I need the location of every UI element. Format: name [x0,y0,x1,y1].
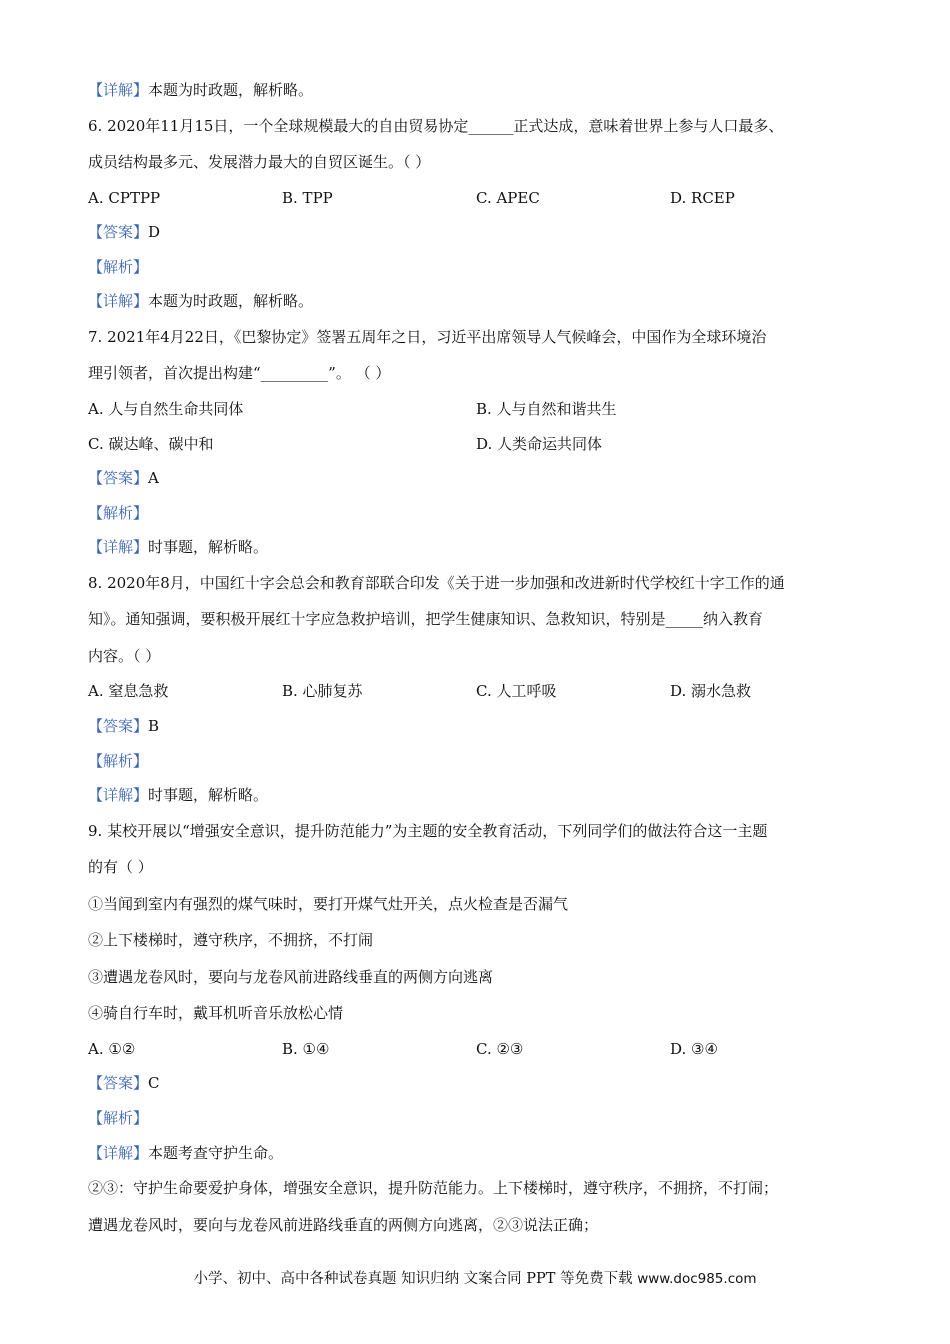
options-row [88,674,868,709]
question-stem-line: 6. 2020年11月15日，一个全球规模最大的自由贸易协定______正式达成，意味着世界上参与人口最多、 [88,116,784,135]
option-d: D. ③④ [670,1039,718,1058]
answer-tag: 【答案】 [88,223,149,242]
option-c: C. 人工呼吸 [476,682,557,701]
detail-text: 本题为时政题，解析略。 [148,81,314,99]
option-d: D. RCEP [670,188,735,207]
option-a: A. CPTPP [88,188,161,207]
options-row [88,181,868,216]
detail-line [88,73,868,108]
option-b: B. TPP [282,188,333,207]
analysis-line [88,250,868,285]
answer-text: B [148,717,160,736]
question-stem-line: ③遭遇龙卷风时，要向与龙卷风前进路线垂直的两侧方向逃离 [88,967,494,986]
option-d: D. 溺水急救 [670,682,752,701]
detail-tag: 【详解】 [88,292,149,311]
detail-tag: 【详解】 [88,538,149,557]
option-a: A. ①② [88,1039,136,1058]
answer-line [88,709,868,744]
option-a: A. 窒息急救 [88,682,169,701]
footer-text: 小学、初中、高中各种试卷真题 知识归纳 文案合同 PPT 等免费下载 [193,1271,633,1287]
answer-tag: 【答案】 [88,1074,149,1093]
question-stem-line: 内容。（ ） [88,646,161,665]
analysis-tag: 【解析】 [88,257,149,276]
detail-text: 本题考查守护生命。 [148,1143,284,1162]
question-stem-line: ②上下楼梯时，遵守秩序，不拥挤，不打闹 [88,931,374,950]
footer-url: www.doc985.com [637,1271,757,1287]
option-c: C. ②③ [476,1039,524,1058]
question-stem-line: 成员结构最多元、发展潜力最大的自贸区诞生。（ ） [88,153,431,172]
detail-tag: 【详解】 [88,786,149,805]
analysis-tag: 【解析】 [88,503,149,522]
analysis-line [88,744,868,779]
answer-text: A [148,469,159,488]
option-b: B. ①④ [282,1039,330,1058]
option-a: A. 人与自然生命共同体 [88,399,244,418]
answer-tag: 【答案】 [88,469,149,488]
detail-line [88,1136,868,1171]
options-row [88,392,868,427]
option-b: B. 心肺复苏 [282,682,363,701]
answer-line [88,461,868,496]
question-stem-line: 的有（ ） [88,858,153,877]
answer-line [88,1066,868,1101]
question-stem-line: ④骑自行车时，戴耳机听音乐放松心情 [88,1004,344,1023]
detail-tag: 【详解】 [88,81,149,99]
question-stem-line: 9. 某校开展以“增强安全意识，提升防范能力”为主题的安全教育活动，下列同学们的做法符合这一主题 [88,821,768,840]
explanation-line: ②③：守护生命要爱护身体，增强安全意识，提升防范能力。上下楼梯时，遵守秩序，不拥挤，不打闹； [88,1179,779,1198]
explanation-line: 遭遇龙卷风时，要向与龙卷风前进路线垂直的两侧方向逃离，②③说法正确； [88,1215,599,1234]
question-stem-line: 7. 2021年4月22日，《巴黎协定》签署五周年之日，习近平出席领导人气候峰会，中国作为全球环境治 [88,327,767,346]
option-d: D. 人类命运共同体 [476,434,603,453]
option-c: C. APEC [476,188,540,207]
detail-line [88,284,868,319]
question-stem-line: 8. 2020年8月，中国红十字会总会和教育部联合印发《关于进一步加强和改进新时代学校红十字工作的通 [88,573,785,592]
detail-text: 时事题，解析略。 [148,538,269,557]
question-stem-line: ①当闻到室内有强烈的煤气味时，要打开煤气灶开关，点火检查是否漏气 [88,894,569,913]
question-stem-line: 理引领者，首次提出构建“_________”。 （ ） [88,364,391,383]
page-footer [0,1267,950,1288]
answer-text: C [148,1074,160,1093]
detail-text: 时事题，解析略。 [148,786,269,805]
options-row [88,427,868,462]
detail-line [88,778,868,813]
question-stem-line: 知》。通知强调，要积极开展红十字应急救护培训，把学生健康知识、急救知识，特别是_____纳入教育 [88,610,764,629]
analysis-line [88,496,868,531]
options-row [88,1032,868,1067]
document-page [88,73,868,1243]
analysis-line [88,1101,868,1136]
analysis-tag: 【解析】 [88,751,149,770]
analysis-tag: 【解析】 [88,1109,149,1127]
detail-line [88,530,868,565]
option-b: B. 人与自然和谐共生 [476,399,617,418]
answer-text: D [148,223,161,242]
answer-tag: 【答案】 [88,717,149,736]
detail-text: 本题为时政题，解析略。 [148,292,314,311]
detail-tag: 【详解】 [88,1143,149,1162]
answer-line [88,215,868,250]
option-c: C. 碳达峰、碳中和 [88,434,214,453]
